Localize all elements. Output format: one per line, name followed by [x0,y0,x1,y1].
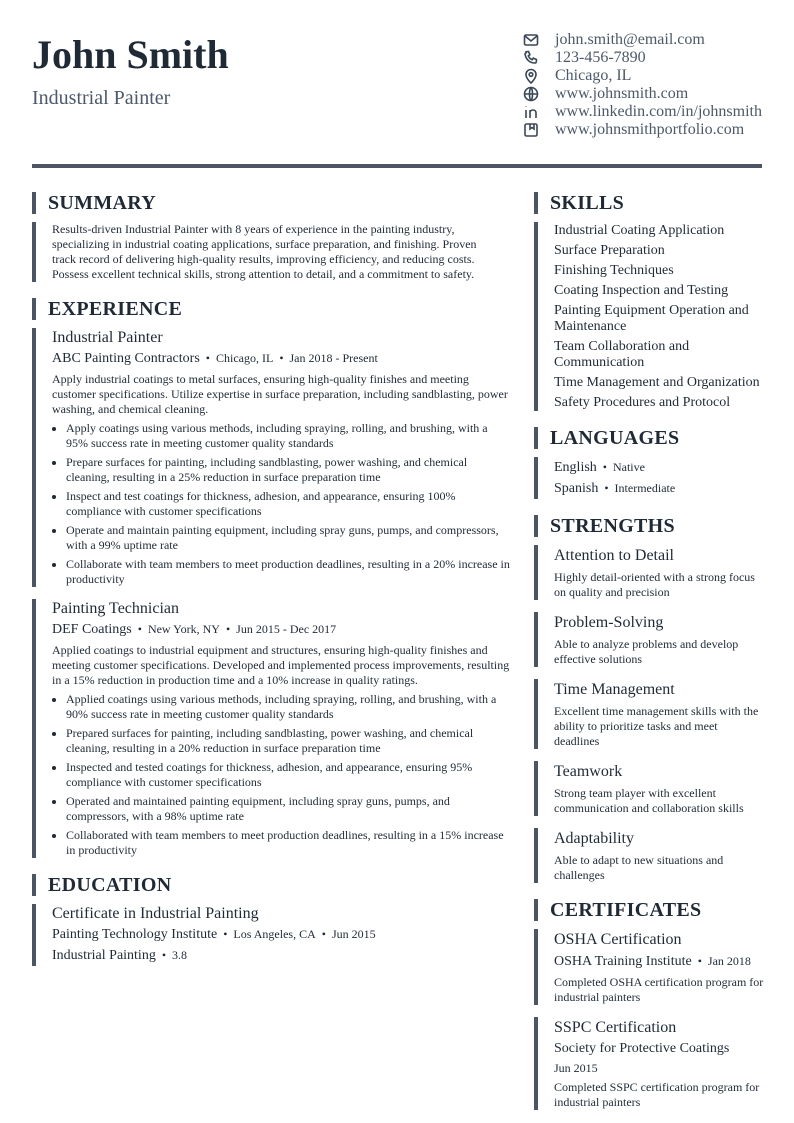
location-icon [522,67,540,85]
contact-linkedin-text[interactable]: www.linkedin.com/in/johnsmith [555,103,762,120]
certificate-item [534,929,764,1005]
job-bullet: • Prepare surfaces for painting, including sandblasting, power washing, and chemical cleaning, resulting in a 25% reduction in surface preparation time [66,455,512,485]
left-column [32,192,512,966]
contact-phone-text[interactable]: 123-456-7890 [555,49,646,66]
email-icon [522,31,540,49]
language-level: Intermediate [614,481,676,495]
separator-dot: • [161,948,167,962]
certificate-date: Jun 2015 [554,1061,598,1075]
strength-desc: Able to analyze problems and develop effective solutions [554,637,739,666]
job-bullet: • Prepared surfaces for painting, including sandblasting, power washing, and chemical cleaning, resulting in a 20% reduction in surface preparation time [66,726,512,756]
contact-email-text[interactable]: john.smith@email.com [555,31,705,48]
job-dates: Jan 2018 - Present [289,351,378,365]
job-bullets [52,692,512,858]
separator-dot: • [205,351,210,365]
separator-dot: • [602,460,607,474]
contact-phone[interactable] [522,49,782,67]
education-degree: Certificate in Industrial Painting [52,905,259,922]
education-date: Jun 2015 [331,927,376,941]
contact-website[interactable] [522,85,782,103]
contact-portfolio[interactable] [522,121,782,139]
contact-portfolio-text[interactable]: www.johnsmithportfolio.com [555,121,745,138]
certificate-org: OSHA Training Institute [554,954,692,969]
languages-list [534,457,764,499]
job-bullets [52,421,512,587]
skills-heading: SKILLS [534,192,764,214]
skill-item: Finishing Techniques [554,263,674,278]
strength-desc: Excellent time management skills with the ability to prioritize tasks and meet deadlines [554,704,759,748]
education-gpa: 3.8 [172,948,188,962]
portfolio-icon [522,121,540,139]
job-title: Painting Technician [52,600,179,617]
right-column [534,192,764,1122]
job-title: Industrial Painter [52,329,163,346]
separator-dot: • [137,622,142,636]
job-bullet: • Operated and maintained painting equipment, including spray guns, pumps, and compressors, with a 98% uptime rate [66,794,512,824]
strengths-heading: STRENGTHS [534,515,764,537]
job-meta [52,348,512,369]
certificate-desc: Completed OSHA certification program for industrial painters [554,975,764,1004]
education-entry [32,904,512,966]
contact-website-text[interactable]: www.johnsmith.com [555,85,689,102]
strength-item [534,828,764,883]
language-name: Spanish [554,481,599,496]
strength-title: Teamwork [554,763,623,780]
candidate-name: John Smith [32,32,229,77]
certificate-date: Jan 2018 [707,954,751,968]
separator-dot: • [321,927,326,941]
contact-location-text: Chicago, IL [555,67,632,84]
languages-heading: LANGUAGES [534,427,764,449]
job-bullet: • Collaborate with team members to meet production deadlines, resulting in a 20% increase in productivity [66,557,512,587]
job-company: ABC Painting Contractors [52,351,200,366]
strength-title: Problem-Solving [554,614,664,631]
education-field: Industrial Painting [52,948,156,963]
strength-title: Adaptability [554,830,634,847]
contact-location [522,67,782,85]
language-item [554,457,764,478]
certificate-title: SSPC Certification [554,1019,677,1036]
skill-item: Painting Equipment Operation and Maintenance [554,303,749,334]
strength-desc: Able to adapt to new situations and challenges [554,853,724,882]
job-bullet: • Inspected and tested coatings for thickness, adhesion, and appearance, ensuring 95% compliance with customer specifications [66,760,512,790]
skill-item: Time Management and Organization [554,375,760,390]
skill-item: Surface Preparation [554,243,665,258]
language-name: English [554,460,597,475]
certificate-org: Society for Protective Coatings [554,1041,730,1056]
job-entry [32,599,512,858]
phone-icon [522,49,540,67]
separator-dot: • [604,481,609,495]
education-field-row [52,945,512,966]
certificates-heading: CERTIFICATES [534,899,764,921]
linkedin-icon [522,103,540,121]
job-dates: Jun 2015 - Dec 2017 [236,622,337,636]
education-heading: EDUCATION [32,874,512,896]
job-bullet: • Operate and maintain painting equipment, including spray guns, pumps, and compressors, with a 99% uptime rate [66,523,512,553]
skills-list [534,222,764,411]
strength-title: Attention to Detail [554,547,674,564]
strength-item [534,679,764,749]
globe-icon [522,85,540,103]
job-bullet: • Collaborated with team members to meet production deadlines, resulting in a 15% increase in productivity [66,828,512,858]
strength-item [534,545,764,600]
skill-item: Coating Inspection and Testing [554,283,729,298]
education-location: Los Angeles, CA [233,927,316,941]
contact-linkedin[interactable] [522,103,782,121]
job-bullet: • Inspect and test coatings for thickness, adhesion, and appearance, ensuring 100% compliance with customer specifications [66,489,512,519]
skill-item: Industrial Coating Application [554,223,725,238]
certificate-title: OSHA Certification [554,931,682,948]
strength-desc: Strong team player with excellent communication and collaboration skills [554,786,744,815]
job-entry [32,328,512,587]
job-description: Applied coatings to industrial equipment and structures, ensuring high-quality finishes and meeting customer specifications. Developed and implemented process improvements, resulting in a 15% reduction in production time and a 10% increase in quality ratings. [52,643,510,687]
skill-item: Safety Procedures and Protocol [554,395,731,410]
job-bullet: • Apply coatings using various methods, including spraying, rolling, and brushing, with a 95% success rate in meeting customer quality standards [66,421,512,451]
contact-list [522,31,782,139]
job-location: Chicago, IL [215,351,274,365]
contact-email[interactable] [522,31,782,49]
job-location: New York, NY [147,622,220,636]
job-company: DEF Coatings [52,622,132,637]
job-bullet: • Applied coatings using various methods, including spraying, rolling, and brushing, with a 90% success rate in meeting customer quality standards [66,692,512,722]
language-level: Native [612,460,645,474]
strength-item [534,612,764,667]
education-meta [52,924,512,945]
summary-text: Results-driven Industrial Painter with 8 years of experience in the painting industry, specializing in industrial coating applications, surface preparation, and finishing. Proven track record of delivering high-quality results, improving efficiency, and reducing costs. Possess excellent technical skills, strong attention to detail, and a commitment to safety. [32,222,512,282]
experience-heading: EXPERIENCE [32,298,512,320]
strength-item [534,761,764,816]
education-school: Painting Technology Institute [52,927,218,942]
candidate-role: Industrial Painter [32,87,171,109]
summary-heading: SUMMARY [32,192,512,214]
header-divider [32,164,762,168]
certificate-desc: Completed SSPC certification program for industrial painters [554,1080,760,1109]
separator-dot: • [223,927,228,941]
job-description: Apply industrial coatings to metal surfaces, ensuring high-quality finishes and meeting customer specifications. Utilize expertise in surface preparation, including sandblasting, power washing, and chemical cleaning. [52,372,508,416]
strength-title: Time Management [554,681,675,698]
job-meta [52,619,512,640]
separator-dot: • [697,954,702,968]
separator-dot: • [225,622,231,636]
certificate-item [534,1017,764,1110]
separator-dot: • [279,351,284,365]
skill-item: Team Collaboration and Communication [554,339,690,370]
strength-desc: Highly detail-oriented with a strong focus on quality and precision [554,570,755,599]
language-item [554,478,764,499]
certificate-org-row [554,951,764,972]
